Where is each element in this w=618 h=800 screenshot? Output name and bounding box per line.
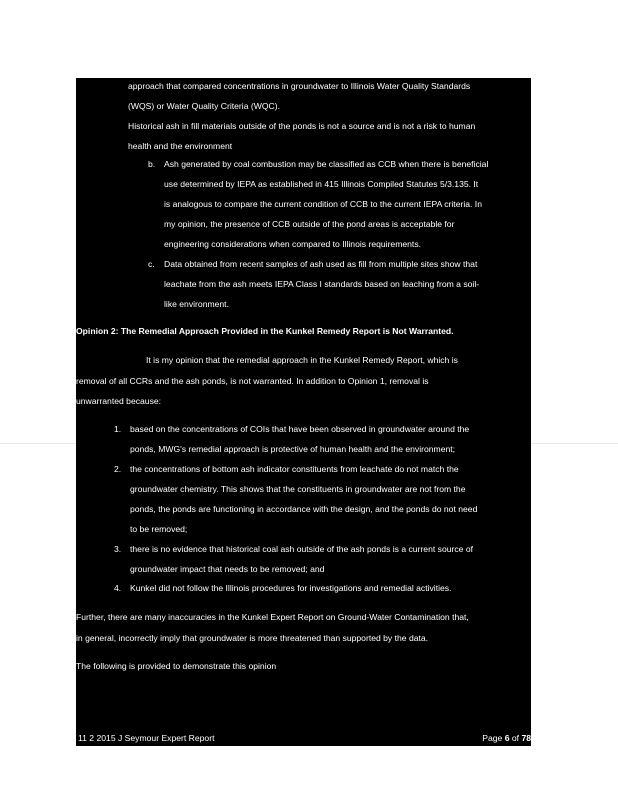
- text-line: Ash generated by coal combustion may be classified as CCB when there is beneficial: [164, 159, 489, 169]
- text-line: my opinion, the presence of CCB outside of the pond areas is acceptable for: [164, 219, 455, 229]
- text-line: unwarranted because:: [76, 396, 162, 406]
- text-line: the concentrations of bottom ash indicator constituents from leachate do not match the: [130, 464, 459, 474]
- text-line: there is no evidence that historical coal ash outside of the ash ponds is a current source of: [130, 544, 473, 554]
- footer-report-title: 11 2 2015 J Seymour Expert Report: [78, 733, 215, 743]
- list-marker: 4.: [114, 583, 122, 593]
- text-line: in general, incorrectly imply that groundwater is more threatened than supported by the data.: [76, 633, 429, 643]
- text-line: health and the environment: [128, 141, 233, 151]
- text-line: removal of all CCRs and the ash ponds, is not warranted. In addition to Opinion 1, removal is: [76, 376, 429, 386]
- text-line: groundwater impact that needs to be removed; and: [130, 564, 325, 574]
- text-line: Kunkel did not follow the Illinois procedures for investigations and remedial activities.: [130, 583, 452, 593]
- text-line: groundwater chemistry. This shows that the constituents in groundwater are not from the: [130, 484, 466, 494]
- list-marker: 3.: [114, 544, 122, 554]
- text-line: use determined by IEPA as established in 415 Illinois Compiled Statutes 5/3.135. It: [164, 179, 479, 189]
- text-line: Data obtained from recent samples of ash used as fill from multiple sites show that: [164, 259, 478, 269]
- page-number: [482, 732, 531, 744]
- text-line: like environment.: [164, 299, 229, 309]
- list-marker: b.: [148, 159, 156, 169]
- text-line: The following is provided to demonstrate this opinion: [76, 661, 277, 671]
- text-line: Historical ash in fill materials outside of the ponds is not a source and is not a risk to human: [128, 121, 476, 131]
- text-line: is analogous to compare the current condition of CCB to the current IEPA criteria. In: [164, 199, 482, 209]
- text-line: to be removed;: [130, 524, 188, 534]
- list-marker: 1.: [114, 424, 122, 434]
- redacted-page-body: [76, 78, 531, 746]
- text-line: Further, there are many inaccuracies in the Kunkel Expert Report on Ground-Water Contamination that,: [76, 612, 469, 622]
- page-prefix: Page: [482, 733, 505, 743]
- text-line: based on the concentrations of COIs that have been observed in groundwater around the: [130, 424, 470, 434]
- text-line: leachate from the ash meets IEPA Class I standards based on leaching from a soil-: [164, 279, 480, 289]
- page-of: of: [509, 733, 522, 743]
- text-line: It is my opinion that the remedial approach in the Kunkel Remedy Report, which is: [146, 355, 458, 365]
- list-marker: c.: [148, 259, 155, 269]
- page-total: 78: [521, 733, 531, 743]
- text-line: ponds, the ponds are functioning in accordance with the design, and the ponds do not need: [130, 504, 478, 514]
- section-heading: Opinion 2: The Remedial Approach Provided in the Kunkel Remedy Report is Not Warranted.: [76, 326, 454, 336]
- text-line: ponds, MWG's remedial approach is protective of human health and the environment;: [130, 444, 456, 454]
- list-marker: 2.: [114, 464, 122, 474]
- text-line: approach that compared concentrations in groundwater to Illinois Water Quality Standards: [128, 81, 471, 91]
- text-line: engineering considerations when compared to Illinois requirements.: [164, 239, 422, 249]
- page-current: 6: [504, 733, 510, 743]
- text-line: (WQS) or Water Quality Criteria (WQC).: [128, 101, 280, 111]
